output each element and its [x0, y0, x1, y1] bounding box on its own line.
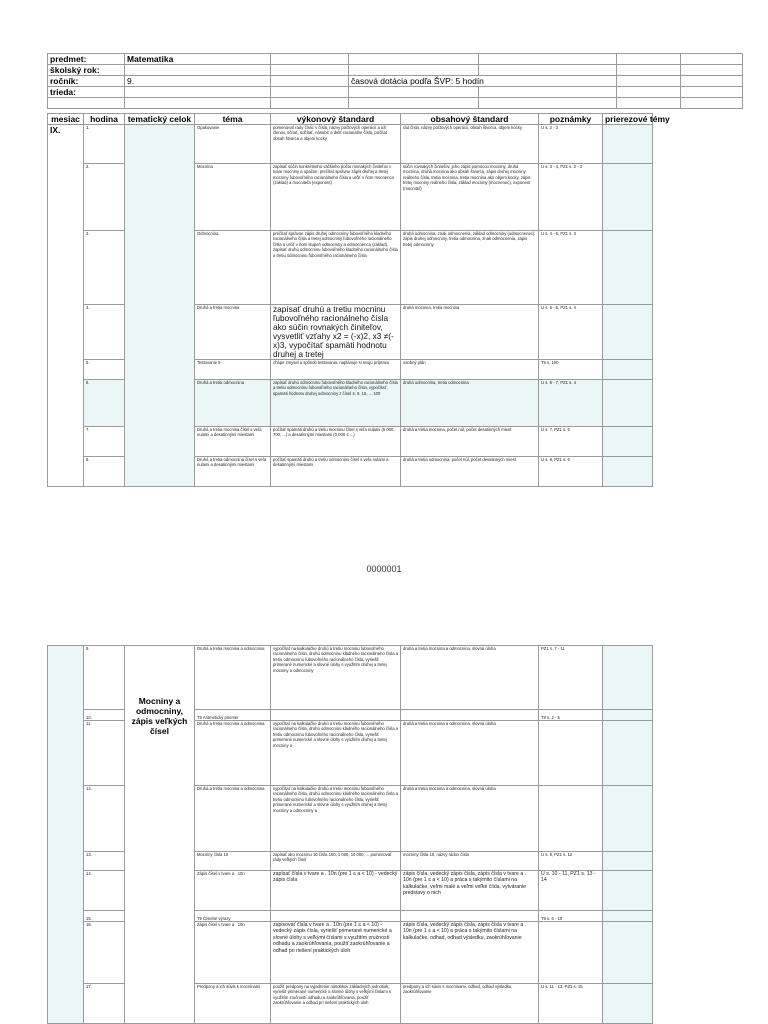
month-cell-empty — [48, 646, 84, 1024]
table-row: 7. Druhá a tretia mocnina čísel s veľa nulami a desatinnými miestami počítať spamäti druhú a tretiu mocninu čísel s veľa nulami (5 000, 700, ...) a desatinnými miestami (0,000 4 ...) druhá a tretia mocnina, počet núl, počet desatinných miest U s. 7, PZ1 s. 5 — [48, 427, 653, 457]
col-tema: téma — [195, 114, 271, 125]
col-hodina: hodina — [84, 114, 125, 125]
table-row: 14. Zápis čísel v tvare a . 10n zapísať čísla v tvare a . 10n (pre 1 ≤ a < 10) - vedecký zápis čísla zápis čísla, vedecký zápis čísla, zápis čísla v tvare a . 10n (pre 1 ≤ a < 10) a práca s takýmito číslami na kalkulačke, veľmi malé a veľmi veľké čísla, vytváranie predstavy o nich U s. 10 - 11, PZ1 s. 13 - 14 — [48, 871, 653, 911]
year-label: školský rok: — [48, 65, 125, 76]
sheet-page-1 — [47, 53, 670, 487]
header-table — [47, 53, 743, 109]
class-label: trieda: — [48, 87, 125, 98]
table-row: 9. Mocniny a odmocniny, zápis veľkých čísel Druhá a tretia mocnina a odmocnina vypočítať na kalkulačke druhú a tretiu mocninu ľubovoľného racionálneho čísla, druhú odmocninu kladného racionálneho čísla a tretiu odmocninu ľubovoľného racionálneho čísla, vyriešiť primerané numerické a slovné úlohy s využitím druhej a tretej mocniny a odmocniny druhá a tretia mocnina a odmocnina, slovná úloha PZ1 s. 7 - 11 — [48, 646, 653, 710]
subject-row — [48, 54, 743, 65]
col-mesiac: mesiac — [48, 114, 84, 125]
col-vykonovy-standard: výkonový štandard — [271, 114, 401, 125]
table-row: 4. Druhá a tretia mocnina zapísať druhú a tretiu mocninu ľubovoľného racionálneho čísla ako súčin rovnakých činiteľov, vysvetliť vzťahy x2 = (-x)2, x3 ≠(-x)3, vypočítať spamäti hodnotu druhej a tretej druhá mocnina, tretia mocnina U s. 5 - 6, PZ1 s. 4 — [48, 305, 653, 360]
plan-table-page-1 — [47, 113, 670, 487]
col-poznamky: poznámky — [539, 114, 603, 125]
table-row: 12. Druhá a tretia mocnina a odmocnina vypočítať na kalkulačke druhú a tretiu mocninu ľubovoľného racionálneho čísla, druhú odmocninu kladného racionálneho čísla a tretiu odmocninu ľubovoľného racionálneho čísla, vyriešiť primerané numerické a slovné úlohy s využitím druhej a tretej mocniny a odmocniny a druhá a tretia mocnina a odmocnina, slovná úloha — [48, 786, 653, 852]
col-obsahovy-standard: obsahový štandard — [401, 114, 539, 125]
col-prierezove-temy: prierezové témy — [603, 114, 653, 125]
subject-label: predmet: — [48, 54, 125, 65]
group-title: Mocniny a odmocniny, zápis veľkých čísel — [125, 646, 195, 1024]
table-row: 10. T9 Aritmetický priemer T9 s. 2 - 5 — [48, 710, 653, 721]
sheet-page-2 — [47, 645, 652, 1024]
table-row: 6. Druhá a tretia odmocnina zapísať druhú odmocninu ľubovoľného kladného racionálneho čísla a tretiu odmocninu ľubovoľného racionálneho čísla, vypočítať spamäti hodnotu druhej odmocniny z čísel 4, 9, 16, ... 100 druhá odmocnina, tretia odmocnina U s. 6 - 7, PZ1 s. 4 — [48, 380, 653, 427]
table-row: 5. Testovanie 9 chápe zmysel a spôsob testovania, naplánuje si svoju prípravu osobný plán T9 s. 100 — [48, 360, 653, 380]
grade-value: 9. — [125, 76, 271, 87]
table-row: IX. 1. Opakovanie pomenovať rady číslic v čísla, názvy počtových operácií a ich členov, sčítať, odčítať, násobiť a deliť racionálne čísla, počítať obsah štvorca a objem kocky rád čísla, názvy počtových operácii, obsah štvorca, objem kocky U s. 2 - 3 — [48, 125, 653, 164]
subject-value: Matematika — [125, 54, 271, 65]
column-header-row — [48, 114, 653, 125]
table-row: 3. Odmocnina prečítať správne zápis druhej odmocniny ľubovoľného kladného racionálneho čísla a tretej odmocniny ľubovoľného racionálneho čísla a určiť v ňom stupeň odmocniny a odmocnenca (základ), zapísať druhú odmocninu ľubovoľného kladného racionálneho čísla a tretiu odmocninu ľubovoľného racionálneho čísla druhá odmocnina, znak odmocnenia, základ odmocniny (odmocnenec), zápis druhej odmocniny, tretia odmocnina, znak odmocnenia, zápis tretej odmocniny U s. 4 - 5, PZ1 s. 3 — [48, 231, 653, 305]
table-row: 13. Mocniny čísla 10 zapísať ako mocninu 10 čísla 100, 1 000, 10 000, ... pomenovať rády veľkých čísel mocniny čísla 10, názvy rádov čísla U s. 9, PZ1 s. 12 — [48, 852, 653, 871]
col-tematicky-celok: tematický celok — [125, 114, 195, 125]
table-row: 2. Mocnina zapísať súčin konkrétneho väčšieho počtu rovnakých činiteľov v tvare mocniny a opačne, prečítať správne zápis druhej a tretej mocniny ľubovoľného racionálneho čísla a určiť v ňom mocnenca (základ) a mocniteľa (exponent) súčin rovnakých činiteľov, jeho zápis pomocou mocniny, druhá mocnina, druhá mocnina ako obsah štvorca, zápis druhej mocniny reálneho čísla, tretia mocnina, tretia mocnina ako objem kocky, zápis tretej mocniny reálneho čísla, základ mocniny (mocnenec), exponent (mocniteľ) U s. 3 - 4, PZ1 s. 2 - 3 — [48, 164, 653, 231]
grade-label: ročník: — [48, 76, 125, 87]
grade-row — [48, 76, 743, 87]
hours-text: časová dotácia podľa ŠVP: 5 hodín — [349, 76, 617, 87]
table-row: 15. T9 Číselné výrazy T9 s. 6 - 10 — [48, 911, 653, 922]
class-row — [48, 87, 743, 98]
table-row: 16. Zápis čísel v tvare a . 10n zapisovať čísla v tvare a . 10n (pre 1 ≤ a < 10) - vedecký zápis čísla, vyriešiť primerané numerické a slovné úlohy s veľkými číslami s využitím zručností odhadu a zaokrúhľovania, použiť zaokrúhľovanie a odhad pri riešení praktických úloh zápis čísla, vedecký zápis čísla, zápis čísla v tvare a . 10n (pre 1 ≤ a < 10) a práca s takýmito číslami na kalkulačke, odhad, odhad výsledku, zaokrúhľovanie — [48, 922, 653, 984]
table-row: 11. Druhá a tretia mocnina a odmocnina vypočítať na kalkulačke druhú a tretiu mocninu ľubovoľného racionálneho čísla, druhú odmocninu kladného racionálneho čísla a tretiu odmocninu ľubovoľného racionálneho čísla, vyriešiť primerané numerické a slovné úlohy s využitím druhej a tretej mocniny a druhá a tretia mocnina a odmocnina, slovná úloha — [48, 721, 653, 786]
year-row — [48, 65, 743, 76]
page-number: 0000001 — [366, 564, 402, 574]
table-row: 17. Predpony a ich súvis s mocninami použiť predpony na vyjadrenie násobkov základných jednotiek, vyriešiť primerané numerické a slovné úlohy s veľkými číslami s využitím zručností odhadu a zaokrúhľovania, použiť zaokrúhľovanie a odhad pri riešení praktických úloh predpony a ich súvis s mocninami, odhad, odhad výsledku, zaokrúhľovanie U s. 11 - 13, PZ1 s. 15 — [48, 984, 653, 1024]
plan-table-page-2 — [47, 645, 653, 1024]
month-cell: IX. — [48, 125, 84, 487]
table-row: 8. Druhá a tretia odmocnina čísel s veľa nulami a desatinnými miestami počítať spamäti druhú a tretiu odmocninu čísel s veľa nulami a desatinnými miestami druhá a tretia odmocnina, počet núl, počet desatinných miest U s. 8, PZ1 s. 6 — [48, 457, 653, 487]
